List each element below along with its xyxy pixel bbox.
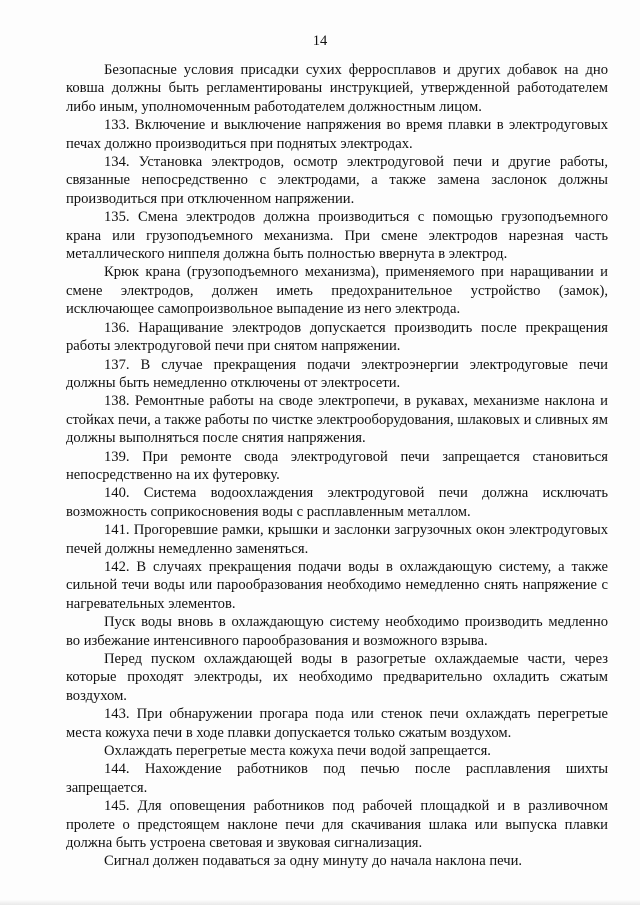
paragraph-139: 139. При ремонте свода электродуговой печи запрещается становиться непосредственно на их футеровку. (66, 448, 608, 483)
page-number: 14 (312, 33, 328, 49)
paragraph-145-signal: Сигнал должен подаваться за одну минуту до начала наклона печи. (104, 853, 523, 870)
paragraph-intro: Безопасные условия присадки сухих ферросплавов и других добавок на дно ковша должны быть регламентированы инструкцией, утвержденной работодателем либо иным, уполномоченным работодателем должностным лицом. (66, 62, 608, 115)
paragraph-135: 135. Смена электродов должна производиться с помощью грузоподъемного крана или грузоподъемного механизма. При смене электродов нарезная часть металлического ниппеля должна быть полностью ввернута в электрод. (66, 209, 608, 263)
paragraph-135-hook: Крюк крана (грузоподъемного механизма), применяемого при наращивании и смене электродов, должен иметь предохранительное устройство (замок), исключающее самопроизвольное выпадение из него электрода. (66, 264, 608, 318)
paragraph-142-precool: Перед пуском охлаждающей воды в разогретые охлаждаемые части, через которые проходят электроды, их необходимо предварительно охладить сжатым воздухом. (66, 651, 608, 704)
paragraph-133: 133. Включение и выключение напряжения во время плавки в электродуговых печах должно производиться при поднятых электродах. (66, 117, 608, 152)
paragraph-142-water-start: Пуск воды вновь в охлаждающую систему необходимо производить медленно во избежание интенсивного парообразования и возможного взрыва. (66, 614, 608, 649)
paragraph-145: 145. Для оповещения работников под рабочей площадкой и в разливочном пролете о предстоящем наклоне печи для скачивания шлака или выпуска плавки должна быть устроена световая и звуковая сигнализация. (66, 798, 608, 852)
paragraph-143-water-ban: Охлаждать перегретые места кожуха печи водой запрещается. (104, 743, 491, 760)
paragraph-143: 143. При обнаружении прогара пода или стенок печи охлаждать перегретые места кожуха печи в ходе плавки допускается только сжатым воздухом. (66, 706, 608, 741)
paragraph-141: 141. Прогоревшие рамки, крышки и заслонки загрузочных окон электродуговых печей должны немедленно заменяться. (66, 522, 608, 557)
paragraph-140: 140. Система водоохлаждения электродуговой печи должна исключать возможность соприкосновения воды с расплавленным металлом. (66, 485, 608, 520)
paragraph-134: 134. Установка электродов, осмотр электродуговой печи и другие работы, связанные непосредственно с электродами, а также замена заслонок должны производиться при отключенном напряжении. (66, 154, 608, 207)
scan-bottom-edge (0, 899, 640, 905)
paragraph-144: 144. Нахождение работников под печью после расплавления шихты запрещается. (66, 761, 608, 796)
paragraph-137: 137. В случае прекращения подачи электроэнергии электродуговые печи должны быть немедленно отключены от электросети. (66, 356, 608, 391)
document-body (66, 61, 608, 871)
paragraph-136: 136. Наращивание электродов допускается производить после прекращения работы электродуговой печи при снятом напряжении. (66, 319, 608, 355)
paragraph-142: 142. В случаях прекращения подачи воды в охлаждающую систему, а также сильной течи воды или парообразования необходимо немедленно снять напряжение с нагревательных элементов. (66, 558, 608, 612)
paragraph-138: 138. Ремонтные работы на своде электропечи, в рукавах, механизме наклона и стойках печи, а также работы по чистке электрооборудования, шлаковых и сливных ям должны выполняться после снятия напряжения. (66, 393, 608, 447)
